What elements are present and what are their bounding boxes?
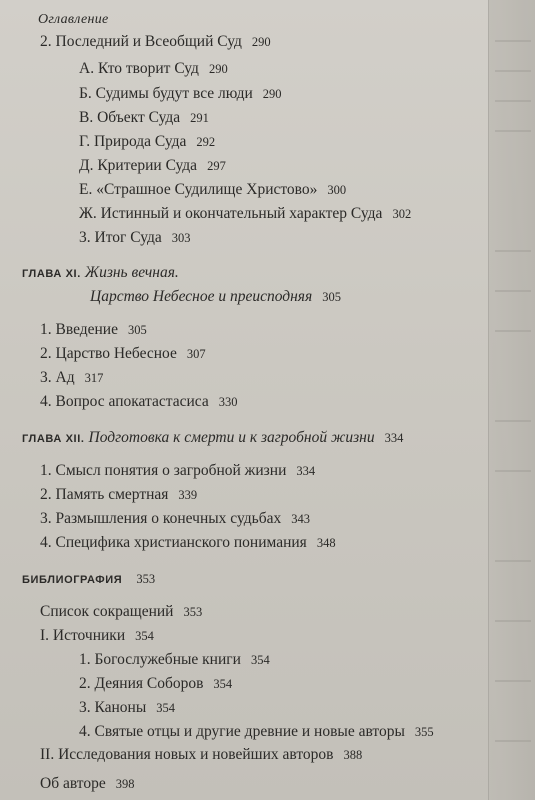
toc-entry[interactable]: 4. Вопрос апокатастасиса 330 xyxy=(40,393,238,410)
toc-entry[interactable]: Ж. Истинный и окончательный характер Суда 302 xyxy=(79,205,412,222)
toc-entry[interactable]: 4. Святые отцы и другие древние и новые авторы 355 xyxy=(79,723,434,740)
toc-entry[interactable]: 1. Богослужебные книги 354 xyxy=(79,651,270,668)
toc-entry[interactable]: 2. Последний и Всеобщий Суд 290 xyxy=(40,33,271,50)
toc-entry[interactable]: 3. Размышления о конечных судьбах 343 xyxy=(40,510,310,527)
chapter-heading-line2[interactable]: Царство Небесное и преисподняя 305 xyxy=(90,288,341,305)
toc-entry[interactable]: 2. Царство Небесное 307 xyxy=(40,345,206,362)
toc-entry[interactable]: Д. Критерии Суда 297 xyxy=(79,157,226,174)
toc-entry[interactable]: 1. Смысл понятия о загробной жизни 334 xyxy=(40,462,316,479)
toc-entry[interactable]: 2. Деяния Соборов 354 xyxy=(79,675,233,692)
toc-entry[interactable]: 3. Итог Суда 303 xyxy=(79,229,191,246)
toc-entry[interactable]: Б. Судимы будут все люди 290 xyxy=(79,85,282,102)
toc-entry[interactable]: Список сокращений 353 xyxy=(40,603,203,620)
toc-entry[interactable]: I. Источники 354 xyxy=(40,627,154,644)
toc-entry[interactable]: 1. Введение 305 xyxy=(40,321,147,338)
facing-page-edge xyxy=(488,0,535,800)
toc-entry-about[interactable]: Об авторе 398 xyxy=(40,775,135,792)
chapter-heading[interactable]: ГЛАВА XII. Подготовка к смерти и к загробной жизни 334 xyxy=(22,429,404,446)
toc-entry[interactable]: 4. Специфика христианского понимания 348 xyxy=(40,534,336,551)
toc-entry[interactable]: Е. «Страшное Судилище Христово» 300 xyxy=(79,181,347,198)
toc-entry[interactable]: В. Объект Суда 291 xyxy=(79,109,209,126)
toc-entry[interactable]: 3. Ад 317 xyxy=(40,369,104,386)
page-header: Оглавление xyxy=(38,12,109,27)
toc-entry[interactable]: 3. Каноны 354 xyxy=(79,699,176,716)
toc-entry[interactable]: II. Исследования новых и новейших авторов 388 xyxy=(40,746,363,763)
chapter-heading[interactable]: ГЛАВА XI. Жизнь вечная. xyxy=(22,264,179,281)
toc-entry[interactable]: А. Кто творит Суд 290 xyxy=(79,60,228,77)
toc-entry[interactable]: 2. Память смертная 339 xyxy=(40,486,198,503)
bibliography-heading[interactable]: БИБЛИОГРАФИЯ 353 xyxy=(22,572,156,586)
toc-entry[interactable]: Г. Природа Суда 292 xyxy=(79,133,216,150)
